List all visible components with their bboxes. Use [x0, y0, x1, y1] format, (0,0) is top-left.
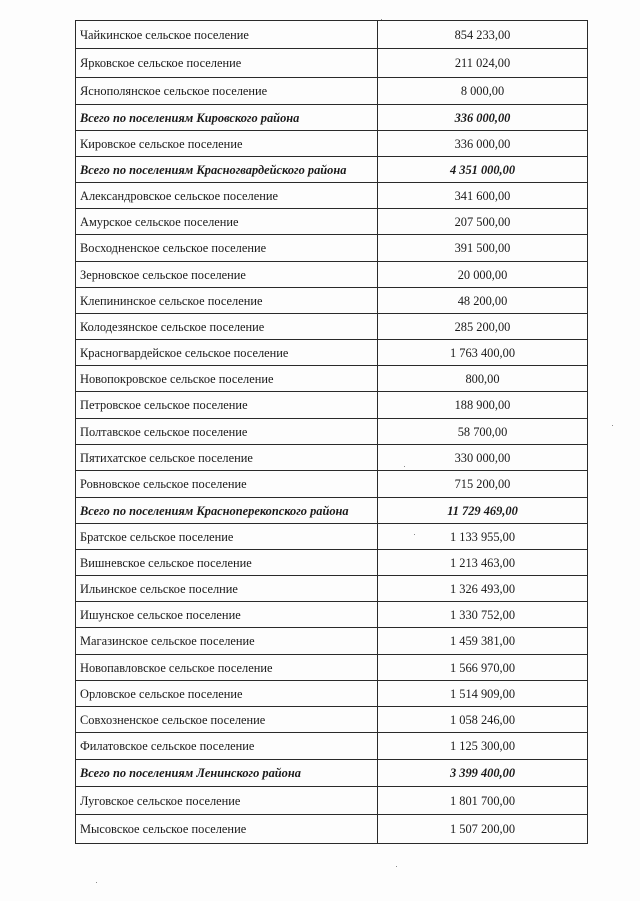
scan-speck [381, 19, 382, 20]
settlement-amount: 1 566 970,00 [378, 655, 588, 681]
settlement-row [76, 602, 588, 628]
settlement-name: Ярковское сельское поселение [76, 49, 378, 78]
settlement-amount: 20 000,00 [378, 262, 588, 288]
settlement-name: Вишневское сельское поселение [76, 550, 378, 576]
settlement-row [76, 550, 588, 576]
settlement-amount: 1 801 700,00 [378, 787, 588, 815]
settlement-amount: 48 200,00 [378, 288, 588, 314]
settlement-row [76, 49, 588, 78]
settlement-row [76, 262, 588, 288]
district-total-label: Всего по поселениям Красногвардейского района [76, 157, 378, 183]
settlement-row [76, 314, 588, 340]
settlement-row [76, 235, 588, 262]
settlement-name: Луговское сельское поселение [76, 787, 378, 815]
settlement-name: Филатовское сельское поселение [76, 733, 378, 760]
settlement-amount: 1 058 246,00 [378, 707, 588, 733]
settlement-name: Ишунское сельское поселение [76, 602, 378, 628]
district-total-amount: 11 729 469,00 [378, 498, 588, 524]
district-total-label: Всего по поселениям Кировского района [76, 105, 378, 131]
settlement-name: Новопокровское сельское поселение [76, 366, 378, 392]
settlement-amount: 1 763 400,00 [378, 340, 588, 366]
settlement-row [76, 815, 588, 844]
district-total-amount: 4 351 000,00 [378, 157, 588, 183]
settlement-row [76, 78, 588, 105]
settlement-amount: 715 200,00 [378, 471, 588, 498]
settlement-row [76, 787, 588, 815]
settlement-amount: 1 330 752,00 [378, 602, 588, 628]
settlement-amount: 1 514 909,00 [378, 681, 588, 707]
settlement-name: Орловское сельское поселение [76, 681, 378, 707]
settlement-row [76, 707, 588, 733]
settlement-name: Мысовское сельское поселение [76, 815, 378, 844]
settlement-name: Клепининское сельское поселение [76, 288, 378, 314]
settlement-name: Магазинское сельское поселение [76, 628, 378, 655]
settlement-amount: 1 125 300,00 [378, 733, 588, 760]
settlement-amount: 1 459 381,00 [378, 628, 588, 655]
settlement-name: Чайкинское сельское поселение [76, 21, 378, 49]
settlement-name: Яснополянское сельское поселение [76, 78, 378, 105]
settlements-budget-table [75, 20, 588, 844]
table-body [76, 21, 588, 844]
district-total-label: Всего по поселениям Ленинского района [76, 760, 378, 787]
settlement-name: Восходненское сельское поселение [76, 235, 378, 262]
district-total-row [76, 760, 588, 787]
settlement-amount: 1 507 200,00 [378, 815, 588, 844]
settlement-name: Ровновское сельское поселение [76, 471, 378, 498]
settlement-amount: 207 500,00 [378, 209, 588, 235]
settlement-amount: 8 000,00 [378, 78, 588, 105]
settlement-row [76, 681, 588, 707]
settlement-name: Полтавское сельское поселение [76, 419, 378, 445]
settlement-name: Ильинское сельское поселние [76, 576, 378, 602]
settlement-row [76, 628, 588, 655]
settlement-name: Колодезянское сельское поселение [76, 314, 378, 340]
settlement-row [76, 21, 588, 49]
district-total-label: Всего по поселениям Красноперекопского района [76, 498, 378, 524]
settlement-row [76, 366, 588, 392]
district-total-amount: 336 000,00 [378, 105, 588, 131]
scan-speck [414, 534, 415, 535]
scan-speck [96, 882, 97, 883]
district-total-amount: 3 399 400,00 [378, 760, 588, 787]
settlement-amount: 1 133 955,00 [378, 524, 588, 550]
settlement-name: Братское сельское поселение [76, 524, 378, 550]
settlement-name: Совхозненское сельское поселение [76, 707, 378, 733]
settlement-name: Александровское сельское поселение [76, 183, 378, 209]
settlement-name: Новопавловское сельское поселение [76, 655, 378, 681]
settlement-name: Петровское сельское поселение [76, 392, 378, 419]
settlement-row [76, 183, 588, 209]
settlement-amount: 1 326 493,00 [378, 576, 588, 602]
settlement-amount: 211 024,00 [378, 49, 588, 78]
settlement-row [76, 340, 588, 366]
district-total-row [76, 498, 588, 524]
district-total-row [76, 157, 588, 183]
settlement-row [76, 655, 588, 681]
settlement-amount: 330 000,00 [378, 445, 588, 471]
scan-speck [404, 466, 405, 467]
settlement-amount: 854 233,00 [378, 21, 588, 49]
settlement-amount: 336 000,00 [378, 131, 588, 157]
settlement-row [76, 131, 588, 157]
settlement-name: Пятихатское сельское поселение [76, 445, 378, 471]
settlement-row [76, 524, 588, 550]
settlement-row [76, 392, 588, 419]
settlement-amount: 285 200,00 [378, 314, 588, 340]
settlement-amount: 391 500,00 [378, 235, 588, 262]
settlement-row [76, 445, 588, 471]
settlement-row [76, 576, 588, 602]
settlement-row [76, 419, 588, 445]
settlement-amount: 188 900,00 [378, 392, 588, 419]
settlement-amount: 800,00 [378, 366, 588, 392]
scan-speck [396, 866, 397, 867]
settlement-name: Зерновское сельское поселение [76, 262, 378, 288]
settlement-amount: 1 213 463,00 [378, 550, 588, 576]
settlement-row [76, 288, 588, 314]
scan-speck [612, 425, 613, 426]
settlement-name: Кировское сельское поселение [76, 131, 378, 157]
settlement-name: Амурское сельское поселение [76, 209, 378, 235]
settlement-row [76, 209, 588, 235]
settlement-amount: 58 700,00 [378, 419, 588, 445]
settlement-name: Красногвардейское сельское поселение [76, 340, 378, 366]
settlement-row [76, 471, 588, 498]
settlement-row [76, 733, 588, 760]
settlement-amount: 341 600,00 [378, 183, 588, 209]
district-total-row [76, 105, 588, 131]
